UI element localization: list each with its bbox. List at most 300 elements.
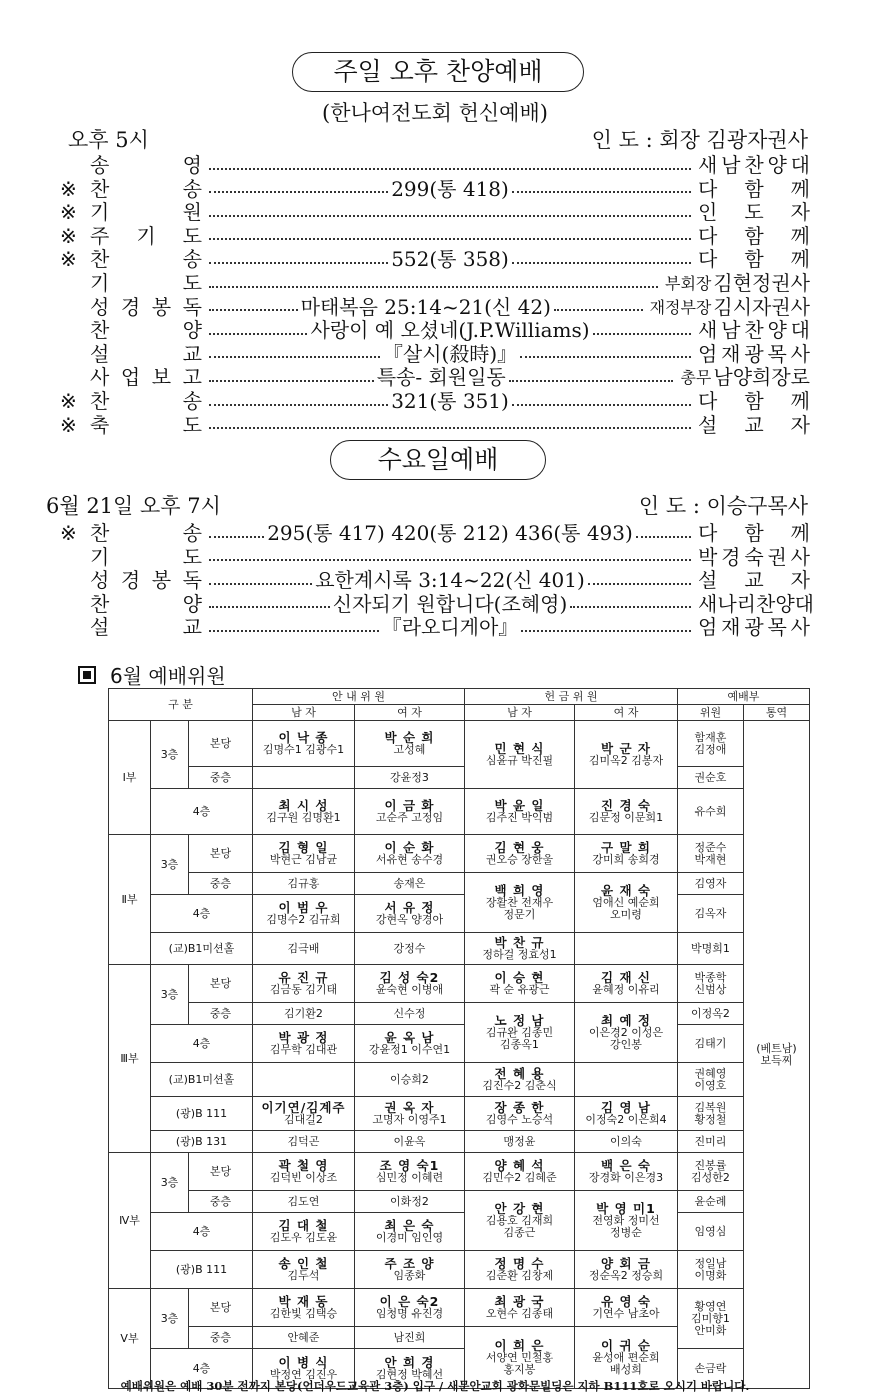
leader-dots: [209, 559, 691, 561]
leader-name: 박 찬 규: [494, 934, 545, 950]
item-name: [90, 248, 202, 271]
item-text: 요한계시록 3:14~22(신 401): [315, 568, 585, 593]
order-row: [60, 248, 810, 271]
person-role: 부회장: [665, 274, 712, 293]
leader-name: 양 혜 석: [494, 1157, 545, 1173]
char: 광: [744, 615, 764, 640]
roster-cell: [678, 1003, 744, 1025]
char: 송: [182, 176, 202, 201]
roster-cell: [575, 1097, 678, 1131]
char: 경: [721, 544, 741, 569]
area-label: 본당: [189, 965, 253, 1003]
part-label: Ⅲ부: [109, 965, 151, 1153]
floor-label: 3층: [151, 1153, 189, 1213]
sunday-service-title: 주일 오후 찬양예배: [292, 52, 584, 92]
leader-name: 김 영 남: [601, 1099, 651, 1115]
leader-dots: [209, 168, 691, 170]
floor-label: 4층: [151, 1213, 253, 1251]
char: 송: [90, 153, 110, 177]
char: 기: [136, 223, 156, 248]
roster-cell: [355, 1153, 465, 1191]
roster-header-row: [109, 689, 810, 705]
roster-cell: [678, 873, 744, 895]
roster-cell: [253, 767, 355, 789]
roster-cell: [355, 1003, 465, 1025]
leader-name: 김 성 숙2: [379, 969, 440, 985]
leader-dots: [509, 380, 674, 382]
leader-name: 안 강 현: [494, 1200, 545, 1216]
leader-name: 백 희 영: [494, 882, 545, 898]
leader-dots: [512, 404, 691, 406]
char: 자: [790, 568, 810, 593]
person-name: [698, 178, 810, 201]
roster-cell: [253, 873, 355, 895]
member-names: 황정철: [694, 1112, 727, 1126]
roster-cell: [575, 721, 678, 789]
char: 광: [744, 341, 764, 366]
char: 교: [182, 615, 202, 640]
item-person: [698, 225, 810, 248]
roster-cell: [465, 721, 575, 789]
leader-dots: [520, 356, 691, 358]
char: 설: [90, 341, 110, 366]
required-stand-marker: ※: [60, 223, 77, 248]
part-label: Ⅱ부: [109, 835, 151, 965]
char: 경: [120, 568, 141, 593]
member-names: 심윤규 박진필: [485, 753, 554, 767]
area-label: (광)B 111: [151, 1251, 253, 1289]
char: 께: [790, 389, 810, 413]
leader-dots: [209, 333, 307, 335]
roster-cell: [253, 1213, 355, 1251]
leader-name: 박 순 희: [384, 729, 435, 745]
char: 다: [698, 223, 718, 248]
roster-cell: [465, 933, 575, 965]
member-names: 황영연: [694, 1299, 727, 1313]
wednesday-service-title: 수요일예배: [330, 440, 546, 480]
roster-cell: [355, 1025, 465, 1063]
item-name: [90, 546, 202, 569]
char: 찬: [90, 318, 110, 343]
roster-cell: [575, 789, 678, 835]
sunday-service-leader: 인 도 : 회장 김광자권사: [591, 128, 808, 152]
member-names: 김극배: [287, 941, 320, 955]
leader-dots: [593, 333, 691, 335]
person-name: [698, 414, 810, 437]
roster-cell: [575, 933, 678, 965]
order-row: [60, 272, 810, 295]
roster-cell: [575, 1003, 678, 1063]
member-names: 신수정: [393, 1006, 426, 1020]
leader-dots: [521, 630, 691, 632]
floor-label: 4층: [151, 1025, 253, 1063]
char: 재: [721, 615, 741, 640]
char: 보: [151, 365, 172, 390]
roster-cell: [678, 1131, 744, 1153]
char: 대: [790, 153, 810, 177]
char: 목: [767, 341, 787, 366]
member-names: 정병순: [610, 1225, 642, 1239]
item-content: [206, 283, 661, 285]
roster-cell: [355, 835, 465, 873]
roster-cell: [465, 1289, 575, 1327]
item-person: [698, 591, 814, 616]
member-names: 손금락: [694, 1361, 727, 1375]
roster-cell: [465, 1251, 575, 1289]
leader-name: 박 영 미1: [596, 1200, 656, 1216]
member-names: 곽 순 유광근: [489, 982, 550, 996]
roster-cell: [678, 1289, 744, 1349]
order-row: [60, 178, 810, 201]
leader-name: 민 현 식: [494, 740, 545, 756]
order-row: [60, 343, 810, 366]
char: 리: [736, 591, 756, 616]
member-names: 엄애신 예순희: [592, 895, 660, 909]
char: 교: [744, 568, 764, 593]
member-names: 정순옥2 정승희: [588, 1268, 664, 1282]
char: 찬: [90, 176, 110, 201]
area-label: 본당: [189, 1289, 253, 1327]
member-names: 박현근 김남균: [269, 852, 338, 866]
char: 설: [698, 412, 718, 437]
header-worship: 예배부: [678, 689, 810, 705]
item-content: [206, 522, 694, 545]
member-names: 이승희2: [390, 1072, 429, 1086]
member-names: 장경화 이은경3: [588, 1170, 664, 1184]
char: 성: [90, 294, 110, 319]
char: 고: [182, 365, 202, 390]
item-text: 321(통 351): [391, 389, 509, 413]
member-names: 유수희: [694, 804, 727, 818]
item-name: [90, 201, 202, 224]
roster-cell: [678, 1251, 744, 1289]
roster-cell: [678, 789, 744, 835]
member-names: 임영심: [694, 1224, 727, 1238]
item-content: [206, 569, 694, 592]
member-names: 김진수2 김춘식: [482, 1078, 557, 1092]
person-name: 김현정권사: [713, 271, 810, 295]
required-stand-marker: ※: [60, 200, 77, 225]
member-names: 고순주 고정임: [375, 810, 444, 824]
roster-cell: [575, 1153, 678, 1191]
member-names: 김도우 김도윤: [269, 1230, 338, 1244]
part-label: Ⅳ부: [109, 1153, 151, 1289]
roster-cell: [678, 835, 744, 873]
char: 양: [182, 591, 202, 616]
person-name: [698, 591, 814, 616]
order-row: [60, 225, 810, 248]
member-names: 김덕곤: [287, 1134, 320, 1148]
char: 찬: [90, 521, 110, 545]
roster-cell: [253, 1097, 355, 1131]
leader-name: 이 승 현: [494, 969, 545, 985]
char: 설: [698, 568, 718, 593]
member-names: 박종학: [694, 970, 727, 984]
member-names: 김태기: [694, 1036, 727, 1050]
member-names: 장활찬 전재우: [485, 895, 554, 909]
char: 사: [790, 341, 810, 366]
header-gubun: 구 분: [109, 689, 253, 721]
leader-name: 최 시 성: [278, 797, 329, 813]
roster-heading: 6월 예배위원: [78, 660, 226, 689]
item-name: [90, 569, 202, 592]
member-names: 박재현: [694, 852, 727, 866]
roster-cell: [355, 1097, 465, 1131]
member-names: 고성혜: [393, 742, 426, 756]
member-names: 김도연: [287, 1194, 320, 1208]
roster-cell: [575, 1251, 678, 1289]
floor-label: 3층: [151, 965, 189, 1025]
roster-footnote: 예배위원은 예배 30분 전까지 본당(언더우드교육관 3층) 입구 / 새문안교회 광화문빌딩은 지하 B111호로 오시기 바랍니다.: [120, 1379, 750, 1393]
person-name: [698, 225, 810, 248]
leader-dots: [512, 191, 691, 193]
sunday-service-time: 오후 5시: [68, 128, 149, 152]
roster-cell: [678, 933, 744, 965]
leader-name: 안 희 경: [384, 1354, 435, 1370]
required-stand-marker: ※: [60, 521, 77, 545]
area-label: 본당: [189, 1153, 253, 1191]
member-names: 송재은: [393, 876, 426, 890]
member-names: 김대길2: [284, 1112, 323, 1126]
member-names: 권오승 장한울: [485, 852, 554, 866]
member-names: 배성희: [610, 1362, 642, 1376]
area-label: (교)B1미션홀: [151, 1063, 253, 1097]
roster-cell: [253, 895, 355, 933]
leader-dots: [209, 630, 379, 632]
member-names: 김정애: [694, 742, 727, 756]
roster-cell: [465, 965, 575, 1003]
char: 도: [182, 223, 202, 248]
char: 함: [744, 521, 764, 545]
leader-dots: [209, 583, 312, 585]
person-name: [698, 522, 810, 545]
item-name: [90, 593, 202, 616]
roster-cell: [678, 1097, 744, 1131]
char: 께: [790, 247, 810, 272]
member-names: 정하걸 정효성1: [482, 947, 557, 961]
item-name: [90, 390, 202, 413]
person-name: [698, 343, 810, 366]
item-person: [650, 296, 810, 319]
member-names: 이윤옥: [393, 1134, 426, 1148]
roster-cell: [678, 1191, 744, 1213]
roster-cell: [465, 835, 575, 873]
roster-cell: [355, 1063, 465, 1097]
leader-name: 박 윤 일: [494, 797, 545, 813]
item-person: [698, 201, 810, 224]
roster-cell: [253, 1153, 355, 1191]
leader-name: 이 병 식: [278, 1354, 329, 1370]
leader-name: 최 광 국: [494, 1293, 545, 1309]
roster-cell: [253, 1025, 355, 1063]
item-text: 295(통 417) 420(통 212) 436(통 493): [267, 521, 633, 545]
member-names: 김복원: [694, 1100, 727, 1114]
char: 양: [767, 153, 787, 177]
leader-dots: [209, 380, 374, 382]
member-names: 김종근: [503, 1225, 536, 1239]
item-text: 552(통 358): [391, 247, 509, 272]
leader-dots: [209, 262, 388, 264]
item-content: [206, 165, 694, 167]
person-name: [698, 390, 810, 413]
required-stand-marker: ※: [60, 389, 77, 413]
leader-name: 전 혜 용: [494, 1065, 545, 1081]
roster-cell: [355, 1251, 465, 1289]
order-row: [60, 319, 810, 342]
leader-dots: [209, 356, 380, 358]
member-names: 이영호: [694, 1078, 727, 1092]
area-label: (교)B1미션홀: [151, 933, 253, 965]
item-content: [206, 212, 694, 214]
leader-name: 곽 철 영: [278, 1157, 329, 1173]
member-names: 강윤정3: [390, 770, 429, 784]
leader-name: 조 영 숙1: [379, 1157, 440, 1173]
member-names: 김성한2: [691, 1170, 730, 1184]
char: 다: [698, 389, 718, 413]
item-content: [206, 366, 676, 389]
member-names: 서유현 송수경: [375, 852, 444, 866]
person-name: [698, 546, 810, 569]
char: 기: [90, 544, 110, 569]
floor-label: 4층: [151, 895, 253, 933]
leader-name: 구 말 희: [601, 839, 651, 855]
required-stand-marker: ※: [60, 412, 77, 437]
item-text: 사랑이 예 오셨네(J.P.Williams): [310, 318, 590, 343]
floor-label: 4층: [151, 789, 253, 835]
char: 봉: [151, 294, 172, 319]
char: 설: [90, 615, 110, 640]
item-name: [90, 366, 202, 389]
leader-name: 유 영 숙: [601, 1293, 651, 1309]
leader-name: 노 정 남: [494, 1012, 545, 1028]
item-content: [206, 248, 694, 271]
member-names: 오미령: [610, 907, 642, 921]
member-names: 김주진 박익범: [485, 810, 554, 824]
item-text: 『라오디게아』: [381, 615, 519, 640]
char: 송: [182, 247, 202, 272]
roster-cell: [575, 873, 678, 933]
leader-dots: [512, 262, 691, 264]
member-names: 김옥자: [694, 906, 727, 920]
roster-cell: [465, 1153, 575, 1191]
member-names: 권혜영: [694, 1066, 727, 1080]
required-stand-marker: ※: [60, 176, 77, 201]
member-names: 김현정 박혜선: [375, 1367, 444, 1381]
item-name: [90, 178, 202, 201]
char: 독: [182, 568, 202, 593]
item-content: [206, 390, 694, 413]
sunday-service-subtitle: (한나여전도회 헌신예배): [322, 101, 548, 125]
char: 찬: [755, 591, 776, 616]
item-content: [206, 343, 694, 366]
leader-name: 송 인 철: [278, 1255, 329, 1271]
leader-dots: [209, 215, 691, 217]
leader-dots: [209, 536, 264, 538]
member-names: 이정숙2 이은희4: [585, 1112, 667, 1126]
leader-name: 이 범 우: [278, 899, 329, 915]
roster-cell: [678, 1063, 744, 1097]
header-guide: 안 내 위 원: [253, 689, 465, 705]
member-names: 강정수: [393, 941, 426, 955]
char: 다: [698, 247, 718, 272]
leader-name: 최 예 정: [601, 1012, 651, 1028]
area-label: 중층: [189, 1003, 253, 1025]
area-label: 중층: [189, 873, 253, 895]
item-text: 특송- 회원일동: [376, 365, 506, 390]
member-names: 이의숙: [610, 1134, 642, 1148]
item-person: [698, 569, 810, 592]
header-offering-male: 남 자: [465, 705, 575, 721]
roster-cell: [678, 767, 744, 789]
leader-dots: [554, 309, 643, 311]
person-name: [698, 154, 810, 177]
char: 함: [744, 223, 764, 248]
floor-label: 3층: [151, 1289, 189, 1349]
roster-cell: [355, 1289, 465, 1327]
header-interp: 통역: [744, 705, 810, 721]
roster-cell: [253, 1131, 355, 1153]
member-names: 김문정 이문희1: [588, 810, 664, 824]
item-content: [206, 616, 694, 639]
roster-cell: [465, 1191, 575, 1251]
item-text: 신자되기 원합니다(조혜영): [332, 591, 568, 616]
char: 업: [120, 365, 141, 390]
char: 자: [790, 412, 810, 437]
roster-table: [108, 688, 810, 1389]
member-names: 김미옥2 김봉자: [588, 753, 664, 767]
member-names: 김미향1: [691, 1311, 730, 1325]
member-names: 함재훈: [694, 730, 727, 744]
roster-cell: [253, 1063, 355, 1097]
leader-dots: [209, 191, 388, 193]
roster-cell: [253, 721, 355, 767]
person-role: 재정부장: [649, 297, 712, 317]
member-names: 권순호: [694, 770, 727, 784]
floor-label: 4층: [151, 1349, 253, 1389]
roster-cell: [355, 789, 465, 835]
roster-cell: [253, 965, 355, 1003]
leader-name: 이 낙 종: [278, 729, 329, 745]
leader-name: 서 유 정: [384, 899, 435, 915]
leader-name: 최 은 숙: [384, 1217, 435, 1233]
roster-cell: [355, 873, 465, 895]
member-names: 강현옥 양경아: [375, 912, 444, 926]
leader-name: 양 회 금: [601, 1255, 651, 1271]
person-name: [698, 569, 810, 592]
member-names: 전영화 정미선: [592, 1213, 660, 1227]
order-row: [60, 546, 810, 569]
item-person: [698, 343, 810, 366]
member-names: 김명수1 김광수1: [262, 742, 345, 756]
char: 성: [90, 568, 110, 593]
roster-cell: [355, 1131, 465, 1153]
member-names: 임종화: [393, 1268, 426, 1282]
member-names: 정문기: [503, 907, 536, 921]
member-names: 진미리: [694, 1134, 727, 1148]
member-names: 정준수: [694, 840, 727, 854]
roster-cell: [465, 1131, 575, 1153]
member-names: 강인봉: [610, 1037, 642, 1051]
member-names: 박정연 김진우: [269, 1367, 338, 1381]
char: 도: [182, 271, 202, 295]
header-member: 위원: [678, 705, 744, 721]
char: 대: [794, 591, 814, 616]
leader-dots: [209, 404, 388, 406]
member-names: 이명화: [694, 1268, 727, 1282]
char: 도: [182, 544, 202, 569]
roster-cell: [355, 1327, 465, 1349]
char: 송: [182, 521, 202, 545]
